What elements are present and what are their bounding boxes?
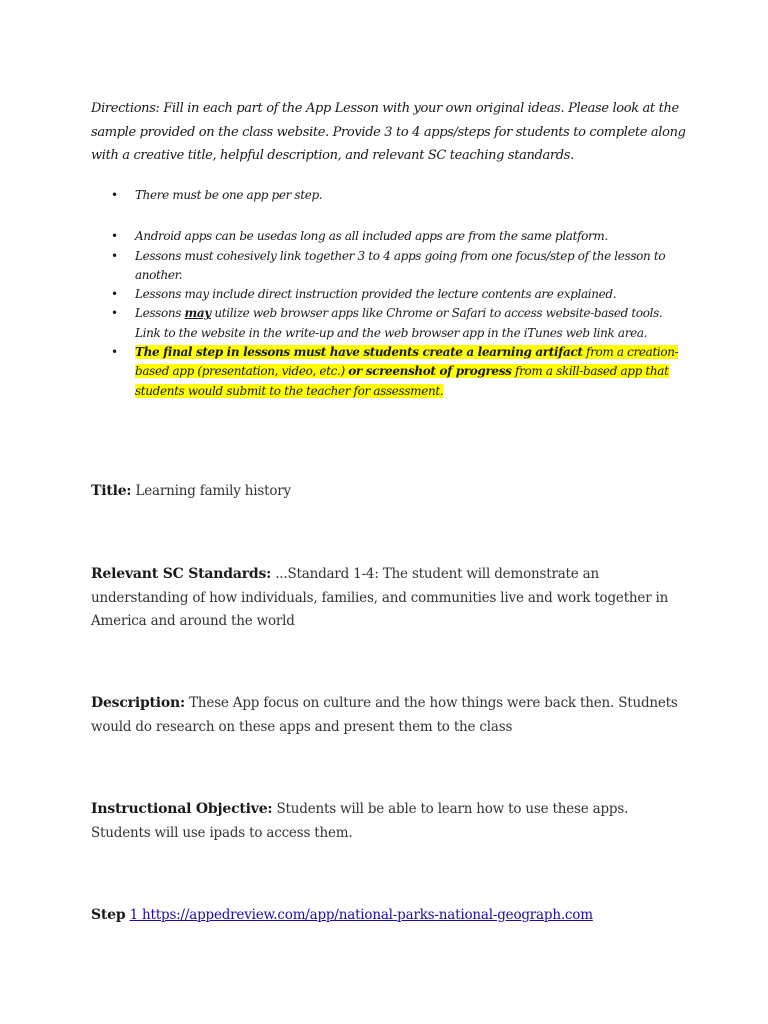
title-field: [91, 480, 691, 504]
objective-label: Instructional Objective:: [91, 801, 273, 817]
step-label: Step: [91, 907, 126, 923]
rule-one-app-per-step: • There must be one app per step.: [91, 186, 691, 205]
objective-field: [91, 798, 691, 845]
rule-web-browser-text-start: Lessons: [135, 306, 185, 321]
rules-list: [91, 186, 691, 401]
description-value: These App focus on culture and the how things were back then. Studnets would do research on these apps and present them to the class: [91, 695, 678, 735]
rule-final-step-text-creation: from a creation-based app (presentation, video, etc.): [135, 345, 679, 379]
objective-value: Students will be able to learn how to use these apps. Students will use ipads to access them.: [91, 801, 629, 841]
rule-web-browser-emphasis: may: [184, 306, 211, 321]
rule-final-step-bold-screenshot: or screenshot of progress: [348, 364, 512, 379]
rule-android-apps: • Android apps can be usedas long as all included apps are from the same platform.: [91, 227, 691, 246]
rule-final-step-artifact: [91, 343, 691, 401]
step-field: [91, 904, 691, 928]
rule-direct-instruction: • Lessons may include direct instruction provided the lecture contents are explained.: [91, 285, 691, 304]
rule-web-browser-text-end: utilize web browser apps like Chrome or Safari to access website-based tools. Link to the website in the write-up and the web browser app in the iTunes web link area.: [135, 306, 663, 340]
description-field: [91, 692, 691, 739]
description-label: Description:: [91, 695, 186, 711]
title-label: Title:: [91, 483, 132, 499]
standards-field: [91, 563, 691, 634]
rule-final-step-bold-artifact: The final step in lessons must have students create a learning artifact: [135, 345, 583, 360]
rule-web-browser-apps: [91, 304, 691, 343]
standards-value: ...Standard 1-4: The student will demonstrate an understanding of how individuals, families, and communities live and work together in America and around the world: [91, 566, 669, 629]
step-one-link[interactable]: 1 https://appedreview.com/app/national-parks-national-geograph.com: [129, 907, 593, 923]
rule-cohesive-link: • Lessons must cohesively link together 3 to 4 apps going from one focus/step of the lesson to another.: [91, 247, 691, 286]
standards-label: Relevant SC Standards:: [91, 566, 272, 582]
directions-paragraph: Directions: Fill in each part of the App Lesson with your own original ideas. Please look at the sample provided on the class website. Provide 3 to 4 apps/steps for students to complete along with a creative title, helpful description, and relevant SC teaching standards.: [91, 101, 686, 163]
title-value: Learning family history: [131, 483, 291, 499]
rule-final-step-text-submit: from a skill-based app that students would submit to the teacher for assessment.: [135, 364, 669, 398]
